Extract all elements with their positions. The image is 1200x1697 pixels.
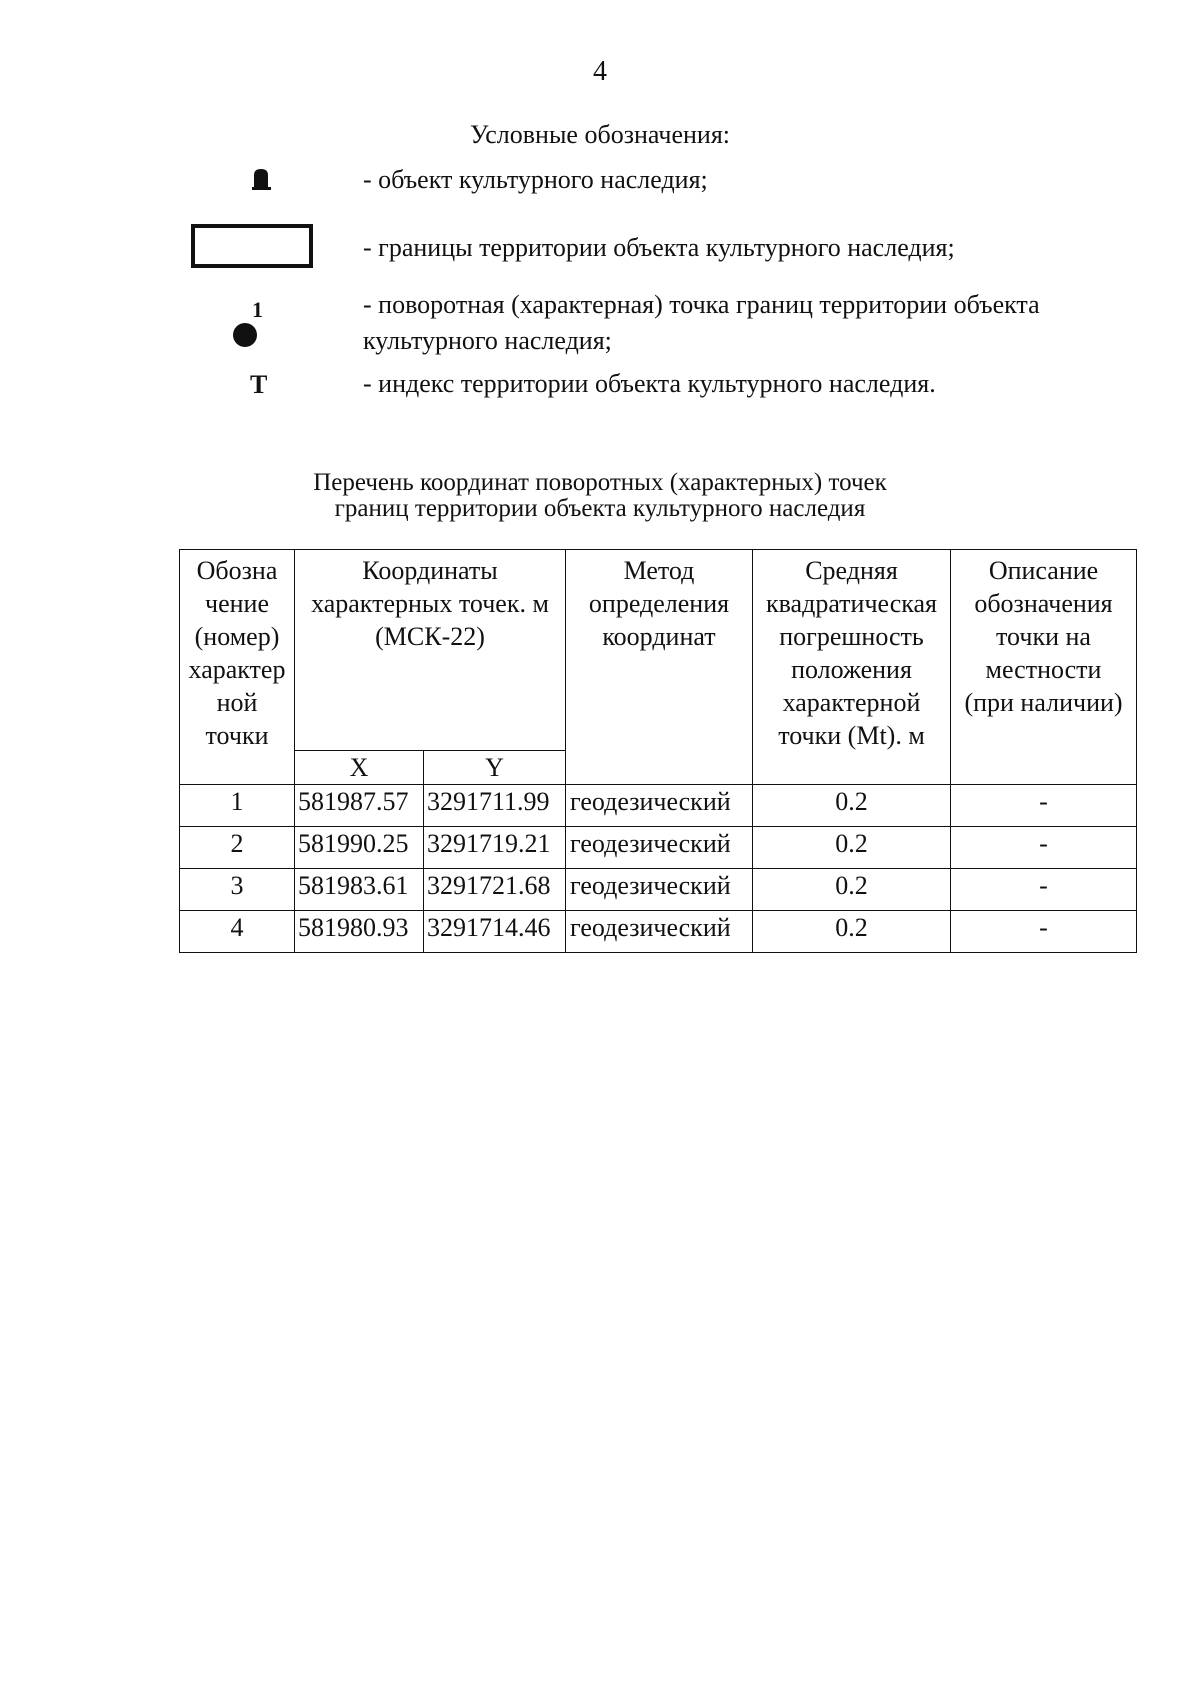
table-row — [180, 827, 1137, 869]
cell-num: 3 — [180, 869, 295, 911]
header-text: Метод — [623, 556, 695, 585]
header-text: квадратическая — [765, 589, 938, 618]
cell-num: 1 — [180, 785, 295, 827]
legend-text-turning-point-line2: культурного наследия; — [363, 326, 612, 355]
cell-y: 3291721.68 — [424, 869, 566, 911]
header-text: характерных точек. м — [311, 589, 549, 618]
header-text: чение — [205, 589, 269, 618]
header-text: координат — [602, 622, 716, 651]
cell-error: 0.2 — [753, 911, 951, 953]
header-designation — [180, 550, 295, 785]
cell-num: 4 — [180, 911, 295, 953]
header-text: погрешность — [779, 622, 924, 651]
cell-num: 2 — [180, 827, 295, 869]
header-y: Y — [424, 751, 566, 785]
header-text: положения — [791, 655, 912, 684]
header-text: Средняя — [805, 556, 898, 585]
cell-method: геодезический — [566, 827, 753, 869]
boundary-rectangle-icon — [191, 224, 313, 268]
cell-x: 581990.25 — [295, 827, 424, 869]
cell-x: 581983.61 — [295, 869, 424, 911]
header-text: ной — [216, 688, 258, 717]
header-text: (МСК-22) — [375, 622, 485, 651]
header-text: местности — [985, 655, 1102, 684]
header-text: обозначения — [974, 589, 1113, 618]
table-row — [180, 869, 1137, 911]
table-title-line2: границ территории объекта культурного наследия — [334, 495, 866, 522]
cell-method: геодезический — [566, 911, 753, 953]
header-text: точки на — [996, 622, 1091, 651]
header-text: (номер) — [194, 622, 280, 651]
cell-error: 0.2 — [753, 869, 951, 911]
cell-y: 3291719.21 — [424, 827, 566, 869]
cell-description: - — [951, 827, 1137, 869]
turning-point-icon — [233, 297, 269, 347]
header-coordinates — [295, 550, 566, 751]
cell-error: 0.2 — [753, 785, 951, 827]
point-number-label: 1 — [252, 297, 263, 322]
header-x: X — [295, 751, 424, 785]
header-text: характерной — [782, 688, 921, 717]
legend-text-boundary: - границы территории объекта культурного наследия; — [363, 233, 955, 262]
cell-method: геодезический — [566, 785, 753, 827]
header-text: точки — [205, 721, 269, 750]
cell-y: 3291711.99 — [424, 785, 566, 827]
header-text: Координаты — [362, 556, 498, 585]
header-text: (при наличии) — [964, 688, 1123, 717]
header-method — [566, 550, 753, 785]
header-text: Обозна — [196, 556, 278, 585]
cell-description: - — [951, 785, 1137, 827]
cell-method: геодезический — [566, 869, 753, 911]
header-description — [951, 550, 1137, 785]
legend-title: Условные обозначения: — [469, 120, 731, 149]
page-number: 4 — [593, 56, 607, 87]
table-title — [0, 470, 1200, 522]
header-text: Описание — [988, 556, 1099, 585]
coordinates-table — [179, 549, 1137, 953]
header-text: определения — [588, 589, 730, 618]
table-row — [180, 785, 1137, 827]
cell-x: 581987.57 — [295, 785, 424, 827]
table-title-line1: Перечень координат поворотных (характерных) точек — [313, 469, 887, 496]
header-text: точки (Mt). м — [778, 721, 925, 750]
legend-text-monument: - объект культурного наследия; — [363, 165, 708, 194]
cell-description: - — [951, 869, 1137, 911]
cell-description: - — [951, 911, 1137, 953]
point-dot-icon — [233, 323, 257, 347]
table-header-row — [180, 550, 1137, 751]
table-row — [180, 911, 1137, 953]
legend-text-territory-index: - индекс территории объекта культурного наследия. — [363, 369, 936, 398]
territory-index-icon: Т — [250, 370, 268, 399]
cell-x: 581980.93 — [295, 911, 424, 953]
header-error — [753, 550, 951, 785]
legend-text-turning-point-line1: - поворотная (характерная) точка границ территории объекта — [363, 290, 1040, 319]
cell-y: 3291714.46 — [424, 911, 566, 953]
monument-icon — [251, 168, 271, 190]
cell-error: 0.2 — [753, 827, 951, 869]
header-text: характер — [188, 655, 286, 684]
